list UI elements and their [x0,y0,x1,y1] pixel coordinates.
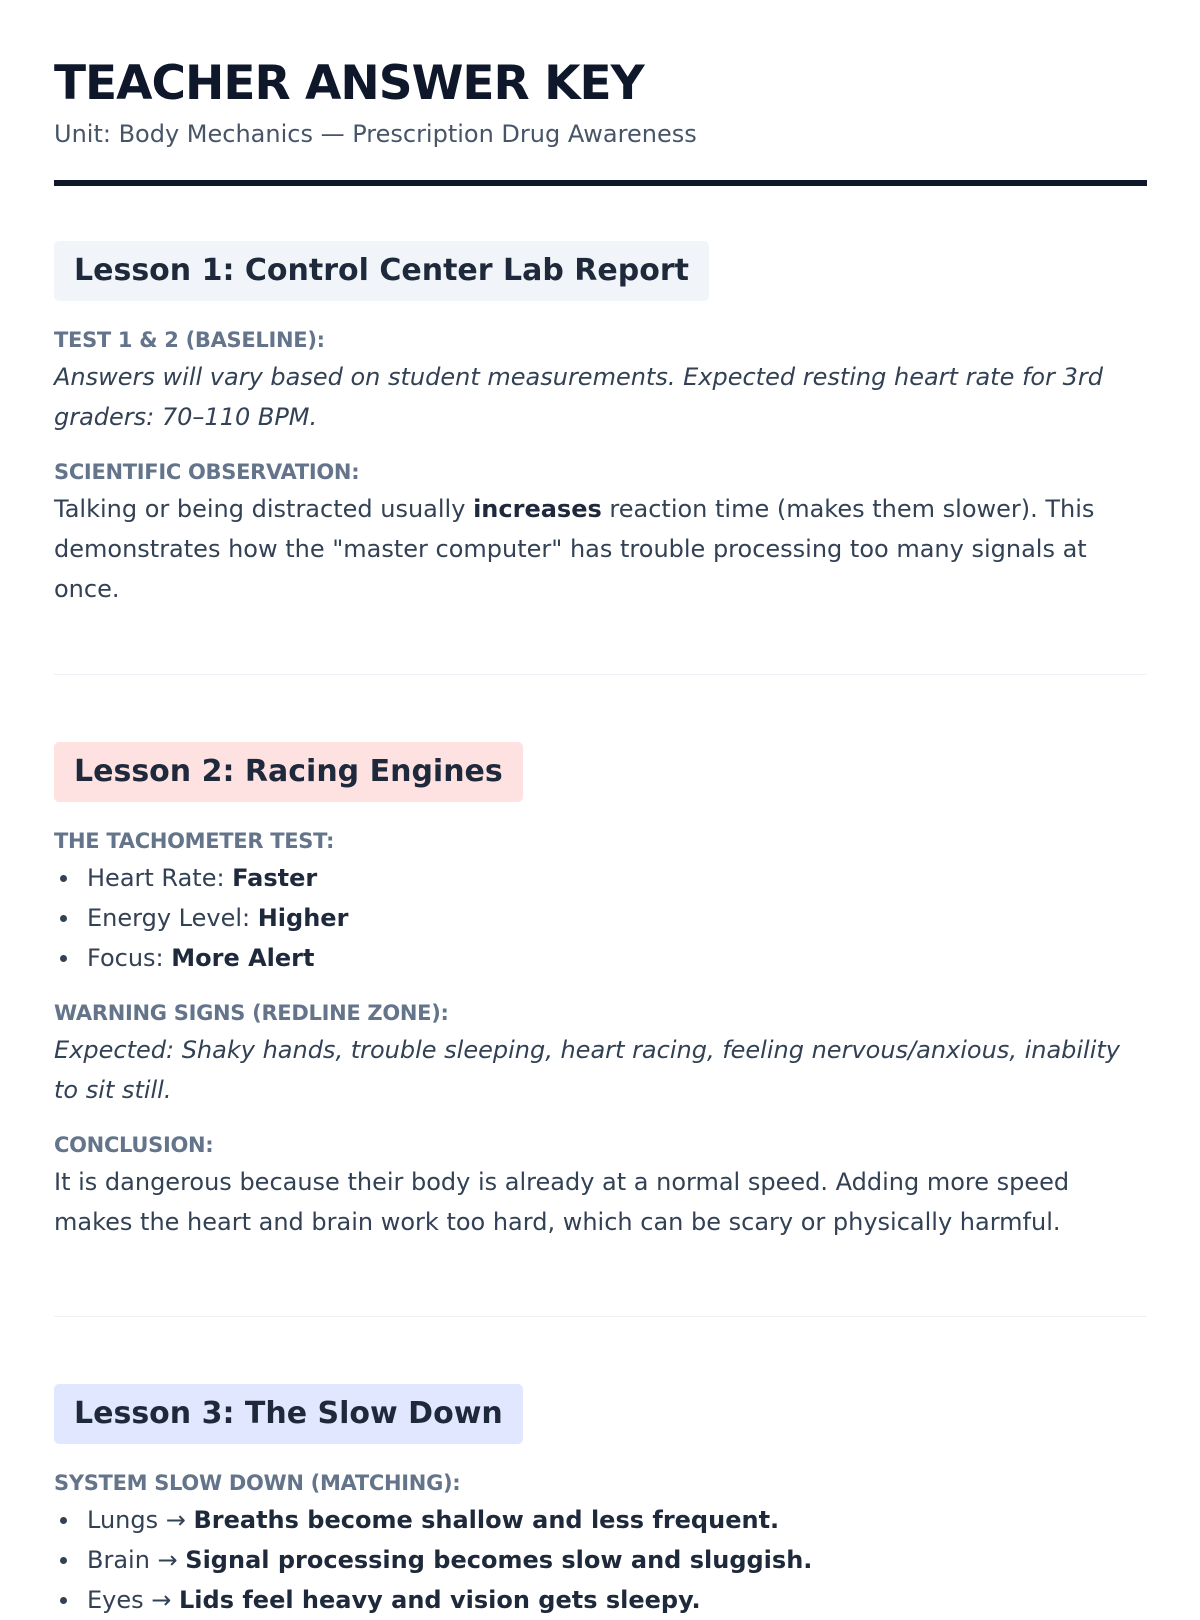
list-item [54,858,1147,898]
observation-label: SCIENTIFIC OBSERVATION: [54,460,360,484]
observation-answer [54,489,1147,609]
section-divider [54,674,1147,675]
tachometer-list [54,858,1147,978]
lesson-3-heading: Lesson 3: The Slow Down [54,1384,523,1444]
section-divider [54,1316,1147,1317]
list-item [54,1580,1147,1620]
observation-text-end: reaction time (makes them slower). This demonstrates how the "master computer" has trouble processing too many signals at once. [54,495,1095,603]
list-item [54,1540,1147,1580]
item-label: Brain → [87,1546,186,1574]
item-label: Eyes → [87,1586,180,1614]
matching-list [54,1500,1147,1620]
item-label: Energy Level: [87,904,258,932]
list-item [54,1500,1147,1540]
page-subtitle: Unit: Body Mechanics — Prescription Drug Awareness [54,120,697,148]
bullet-icon [60,1557,67,1564]
bullet-icon [60,915,67,922]
baseline-label: TEST 1 & 2 (BASELINE): [54,328,325,352]
item-answer: Higher [257,904,349,932]
title-divider [54,180,1147,186]
lesson-1-section [54,241,1147,609]
conclusion-answer: It is dangerous because their body is already at a normal speed. Adding more speed makes the heart and brain work too hard, which can be scary or physically harmful. [54,1168,1070,1236]
lesson-2-heading: Lesson 2: Racing Engines [54,742,523,802]
bullet-icon [60,1517,67,1524]
bullet-icon [60,955,67,962]
observation-text-start: Talking or being distracted usually [54,495,474,523]
tachometer-label: THE TACHOMETER TEST: [54,829,335,853]
observation-keyword: increases [473,495,602,523]
page-title: TEACHER ANSWER KEY [54,56,644,111]
baseline-answer: Answers will vary based on student measurements. Expected resting heart rate for 3rd graders: 70–110 BPM. [54,363,1103,431]
list-item [54,898,1147,938]
bullet-icon [60,1597,67,1604]
item-label: Focus: [87,944,172,972]
bullet-icon [60,875,67,882]
item-answer: Breaths become shallow and less frequent. [193,1506,780,1534]
warning-label: WARNING SIGNS (REDLINE ZONE): [54,1001,449,1025]
lesson-2-section [54,742,1147,1242]
item-answer: Signal processing becomes slow and sluggish. [185,1546,813,1574]
item-answer: Faster [232,864,318,892]
item-answer: Lids feel heavy and vision gets sleepy. [179,1586,701,1614]
list-item [54,938,1147,978]
warning-answer: Expected: Shaky hands, trouble sleeping, heart racing, feeling nervous/anxious, inability to sit still. [54,1036,1121,1104]
item-label: Lungs → [87,1506,194,1534]
item-answer: More Alert [171,944,315,972]
lesson-3-section [54,1384,1147,1620]
item-label: Heart Rate: [87,864,233,892]
conclusion-label: CONCLUSION: [54,1133,214,1157]
matching-label: SYSTEM SLOW DOWN (MATCHING): [54,1471,461,1495]
lesson-1-heading: Lesson 1: Control Center Lab Report [54,241,709,301]
